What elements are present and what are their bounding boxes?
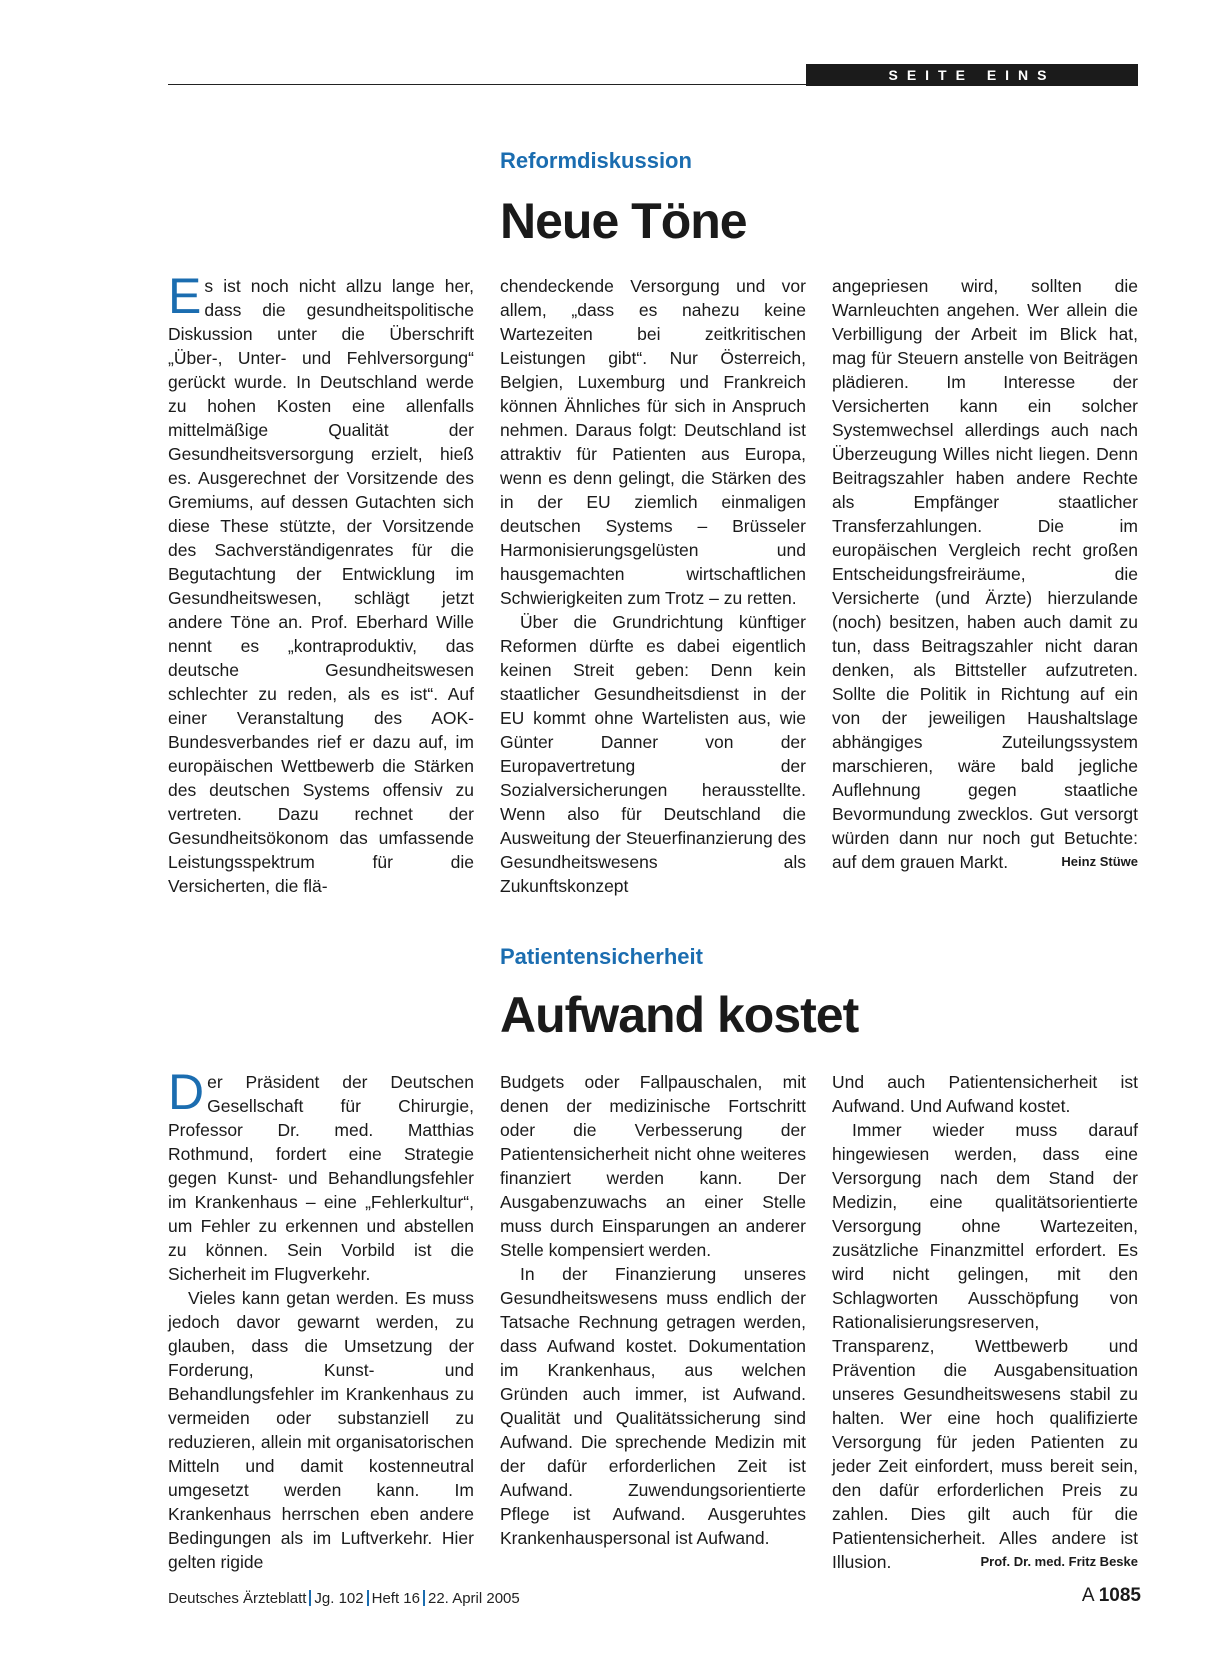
journal-name: Deutsches Ärzteblatt	[168, 1590, 307, 1607]
journal-issue: Heft 16	[371, 1590, 420, 1607]
article1-paragraph: angepriesen wird, sollten die Warnleuchten angehen. Wer allein die Verbilligung der Arbeit im Blick hat, mag für Steuern anstelle von Beiträgen plädieren. Im Interesse der Versicherten kann ein solcher Systemwechsel allerdings auch nach Überzeugung Willes nicht liegen. Denn Beitragszahler haben andere Rechte als Empfänger staatlicher Transferzahlungen. Die im europäischen Vergleich recht großen Entscheidungsfreiräume, die Versicherte (und Ärzte) hierzulande (noch) besitzen, haben auch damit zu tun, dass Beitragszahler nicht daran denken, als Bittsteller aufzutreten. Sollte die Politik in Richtung auf ein von der jeweiligen Haushaltslage abhängiges Zuteilungssystem marschieren, wäre bald jegliche Auflehnung gegen staatliche Bevormundung zwecklos. Gut versorgt würden dann nur noch gut Betuchte: auf dem grauen Markt. Heinz Stüwe	[832, 276, 1138, 872]
page-number-value: 1085	[1098, 1585, 1141, 1606]
article2-paragraph: Und auch Patientensicherheit ist Aufwand. Und Aufwand kostet.	[832, 1072, 1138, 1116]
footer-citation	[168, 1590, 520, 1607]
footer-separator	[423, 1590, 425, 1606]
article1-paragraph: Über die Grundrichtung künftiger Reformen dürfte es dabei eigentlich keinen Streit geben: Denn kein staatlicher Gesundheitsdienst in der EU kommt ohne Wartelisten aus, wie Günter Danner von der Europavertretung der Sozialversicherungen herausstellte. Wenn also für Deutschland die Ausweitung der Steuerfinanzierung des Gesundheitswesens als Zukunftskonzept	[500, 612, 806, 896]
article1-paragraph: Es ist noch nicht allzu lange her, dass die gesundheitspolitische Diskussion unter die Überschrift „Über-, Unter- und Fehlversorgung“ gerückt wurde. In Deutschland werde zu hohen Kosten eine allenfalls mittelmäßige Qualität der Gesundheitsversorgung erzielt, hieß es. Ausgerechnet der Vorsitzende des Gremiums, auf dessen Gutachten sich diese These stützte, der Vorsitzende des Sachverständigenrates für die Begutachtung der Entwicklung im Gesundheitswesen, schlägt jetzt andere Töne an. Prof. Eberhard Wille nennt es „kontraproduktiv, das deutsche Gesundheitswesen schlechter zu reden, als es ist“. Auf einer Veranstaltung des AOK-Bundesverbandes rief er dazu auf, im europäischen Wettbewerb die Stärken des deutschen Systems offensiv zu vertreten. Dazu rechnet der Gesundheitsökonom das umfassende Leistungsspektrum für die Versicherten, die flä-	[168, 268, 474, 896]
article1-kicker: Reformdiskussion	[500, 148, 692, 173]
page-prefix: A	[1081, 1585, 1094, 1606]
article1-dropcap: E	[168, 268, 202, 324]
article2-column-2	[500, 1070, 806, 1550]
page-number	[1082, 1585, 1141, 1607]
article2-paragraph: Vieles kann getan werden. Es muss jedoch davor gewarnt werden, zu glauben, dass die Umsetzung der Forderung, Kunst- und Behandlungsfehler im Krankenhaus zu vermeiden oder substanziell zu reduzieren, allein mit organisatorischen Mitteln und damit kostenneutral umgesetzt werden kann. Im Krankenhaus herrschen eben andere Bedingungen als im Luftverkehr. Hier gelten rigide	[168, 1288, 474, 1572]
article2-paragraph: In der Finanzierung unseres Gesundheitswesens muss endlich der Tatsache Rechnung getragen werden, dass Aufwand kostet. Dokumentation im Krankenhaus, aus welchen Gründen auch immer, ist Aufwand. Qualität und Qualitätssicherung sind Aufwand. Die sprechende Medizin mit der dafür erforderlichen Zeit ist Aufwand. Zuwendungsorientierte Pflege ist Aufwand. Ausgeruhtes Krankenhauspersonal ist Aufwand.	[500, 1264, 806, 1548]
article2-paragraph: Immer wieder muss darauf hingewiesen werden, dass eine Versorgung nach dem Stand der Medizin, eine qualitätsorientierte Versorgung ohne Wartezeiten, zusätzliche Finanzmittel erfordert. Es wird nicht gelingen, mit den Schlagworten Ausschöpfung von Rationalisierungsreserven, Transparenz, Wettbewerb und Prävention die Ausgabensituation unseres Gesundheitswesens stabil zu halten. Wer eine hoch qualifizierte Versorgung für jeden Patienten zu jeder Zeit einfordert, muss bereit sein, den dafür erforderlichen Preis zu zahlen. Dies gilt auch für die Patientensicherheit. Alles andere ist Illusion. Prof. Dr. med. Fritz Beske	[832, 1120, 1138, 1572]
article2-column-3	[832, 1070, 1138, 1574]
journal-date: 22. April 2005	[428, 1590, 520, 1607]
article1-author: Heinz Stüwe	[1061, 854, 1138, 869]
section-label: SEITE EINS	[806, 64, 1138, 86]
article2-kicker: Patientensicherheit	[500, 944, 703, 969]
article2-column-1	[168, 1064, 474, 1574]
article2-author: Prof. Dr. med. Fritz Beske	[980, 1554, 1138, 1569]
footer-separator	[309, 1590, 311, 1606]
article2-paragraph: Der Präsident der Deutschen Gesellschaft für Chirurgie, Professor Dr. med. Matthias Rothmund, fordert eine Strategie gegen Kunst- und Behandlungsfehler im Krankenhaus – eine „Fehlerkultur“, um Fehler zu erkennen und abstellen zu können. Sein Vorbild ist die Sicherheit im Flugverkehr.	[168, 1064, 474, 1284]
article2-title: Aufwand kostet	[500, 987, 859, 1043]
article1-title: Neue Töne	[500, 193, 747, 249]
article2-paragraph: Budgets oder Fallpauschalen, mit denen der medizinische Fortschritt oder die Verbesserung der Patientensicherheit nicht ohne weiteres finanziert werden kann. Der Ausgabenzuwachs an einer Stelle muss durch Einsparungen an anderer Stelle kompensiert werden.	[500, 1072, 806, 1260]
article1-column-2	[500, 274, 806, 898]
article1-column-1	[168, 268, 474, 898]
article1-paragraph: chendeckende Versorgung und vor allem, „dass es nahezu keine Wartezeiten bei zeitkritischen Leistungen gibt“. Nur Österreich, Belgien, Luxemburg und Frankreich können Ähnliches für sich in Anspruch nehmen. Daraus folgt: Deutschland ist attraktiv für Patienten aus Europa, wenn es denn gelingt, die Stärken des in der EU ziemlich einmaligen deutschen Systems – Brüsseler Harmonisierungsgelüsten und hausgemachten wirtschaftlichen Schwierigkeiten zum Trotz – zu retten.	[500, 276, 806, 608]
journal-volume: Jg. 102	[314, 1590, 364, 1607]
article1-column-3	[832, 274, 1138, 874]
article2-dropcap: D	[168, 1064, 205, 1120]
footer-separator	[367, 1590, 369, 1606]
